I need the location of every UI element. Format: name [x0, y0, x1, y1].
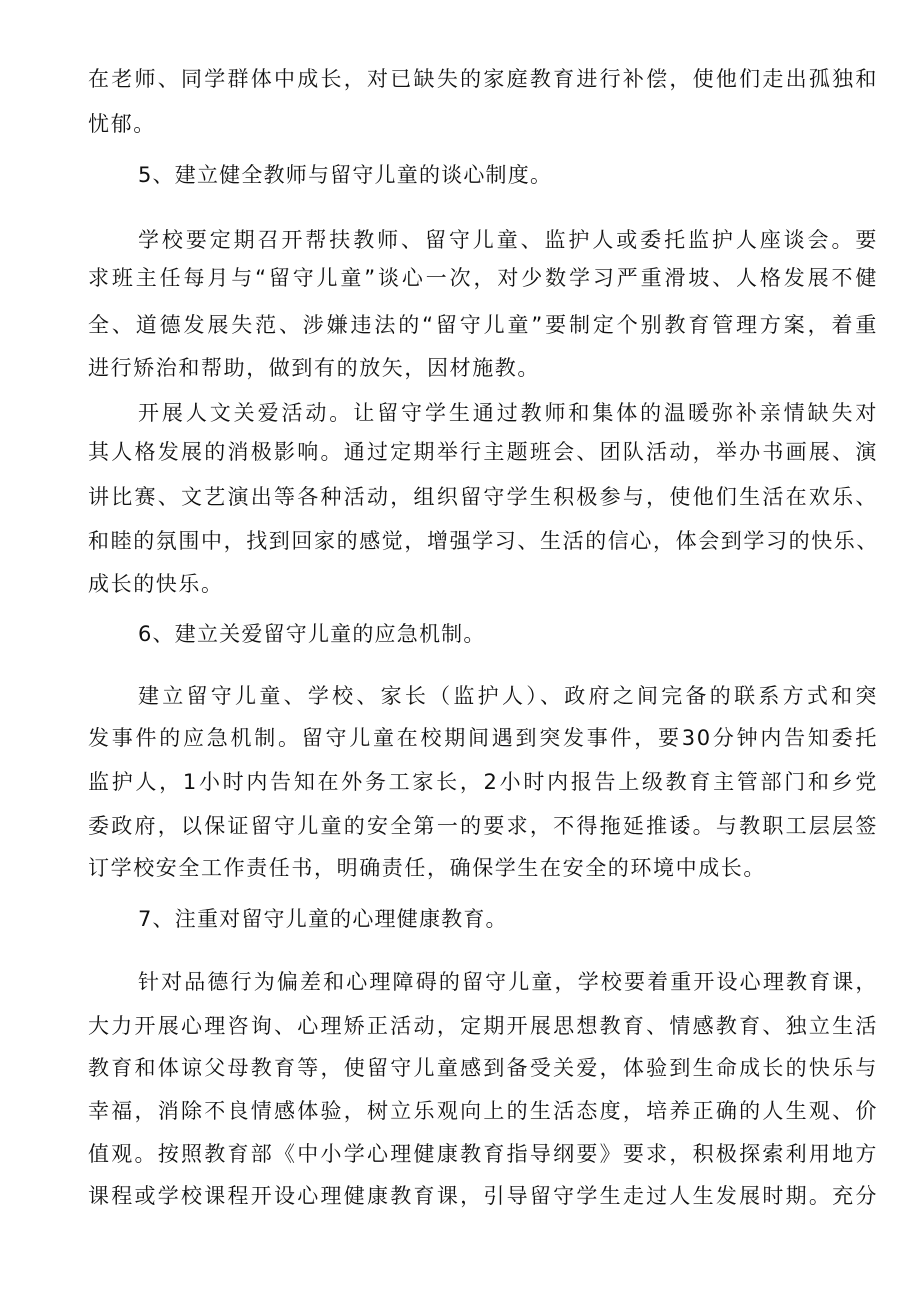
text-line: 全、道德发展失范、涉嫌违法的“留守儿童”要制定个别教育管理方案，着重 — [88, 313, 878, 337]
text-line: 成长的快乐。 — [88, 572, 224, 596]
text-line: 在老师、同学群体中成长，对已缺失的家庭教育进行补偿，使他们走出孤独和 — [88, 67, 878, 91]
text-line: 教育和体谅父母教育等，使留守儿童感到备受关爱，体验到生命成长的快乐与 — [88, 1056, 878, 1080]
text-line: 进行矫治和帮助，做到有的放矢，因材施教。 — [88, 356, 540, 380]
text-line: 发事件的应急机制。留守儿童在校期间遇到突发事件，要30分钟内告知委托 — [88, 726, 878, 750]
text-line: 建立留守儿童、学校、家长（监护人）、政府之间完备的联系方式和突 — [138, 684, 878, 708]
text-line: 课程或学校课程开设心理健康教育课，引导留守学生走过人生发展时期。充分 — [88, 1184, 878, 1208]
section-heading-6: 6、建立关爱留守儿童的应急机制。 — [138, 622, 486, 646]
text-line: 开展人文关爱活动。让留守学生通过教师和集体的温暖弥补亲情缺失对 — [138, 401, 878, 425]
text-line: 大力开展心理咨询、心理矫正活动，定期开展思想教育、情感教育、独立生活 — [88, 1014, 878, 1038]
text-line: 幸福，消除不良情感体验，树立乐观向上的生活态度，培养正确的人生观、价 — [88, 1099, 878, 1123]
text-line: 其人格发展的消极影响。通过定期举行主题班会、团队活动，举办书画展、演 — [88, 440, 878, 464]
text-line: 针对品德行为偏差和心理障碍的留守儿童，学校要着重开设心理教育课， — [138, 970, 878, 994]
text-line: 和睦的氛围中，找到回家的感觉，增强学习、生活的信心，体会到学习的快乐、 — [88, 529, 879, 553]
text-line: 讲比赛、文艺演出等各种活动，组织留守学生积极参与，使他们生活在欢乐、 — [88, 485, 878, 509]
text-line: 求班主任每月与“留守儿童”谈心一次，对少数学习严重滑坡、人格发展不健 — [88, 266, 878, 290]
text-line: 学校要定期召开帮扶教师、留守儿童、监护人或委托监护人座谈会。要 — [138, 228, 878, 252]
text-line: 订学校安全工作责任书，明确责任，确保学生在安全的环境中成长。 — [88, 856, 766, 880]
text-line: 忧郁。 — [88, 112, 156, 136]
section-heading-5: 5、建立健全教师与留守儿童的谈心制度。 — [138, 163, 553, 187]
text-line: 委政府，以保证留守儿童的安全第一的要求，不得拖延推诿。与教职工层层签 — [88, 814, 878, 838]
text-line: 值观。按照教育部《中小学心理健康教育指导纲要》要求，积极探索利用地方 — [88, 1142, 878, 1166]
text-line: 监护人，1小时内告知在外务工家长，2小时内报告上级教育主管部门和乡党 — [88, 770, 878, 794]
section-heading-7: 7、注重对留守儿童的心理健康教育。 — [138, 907, 508, 931]
